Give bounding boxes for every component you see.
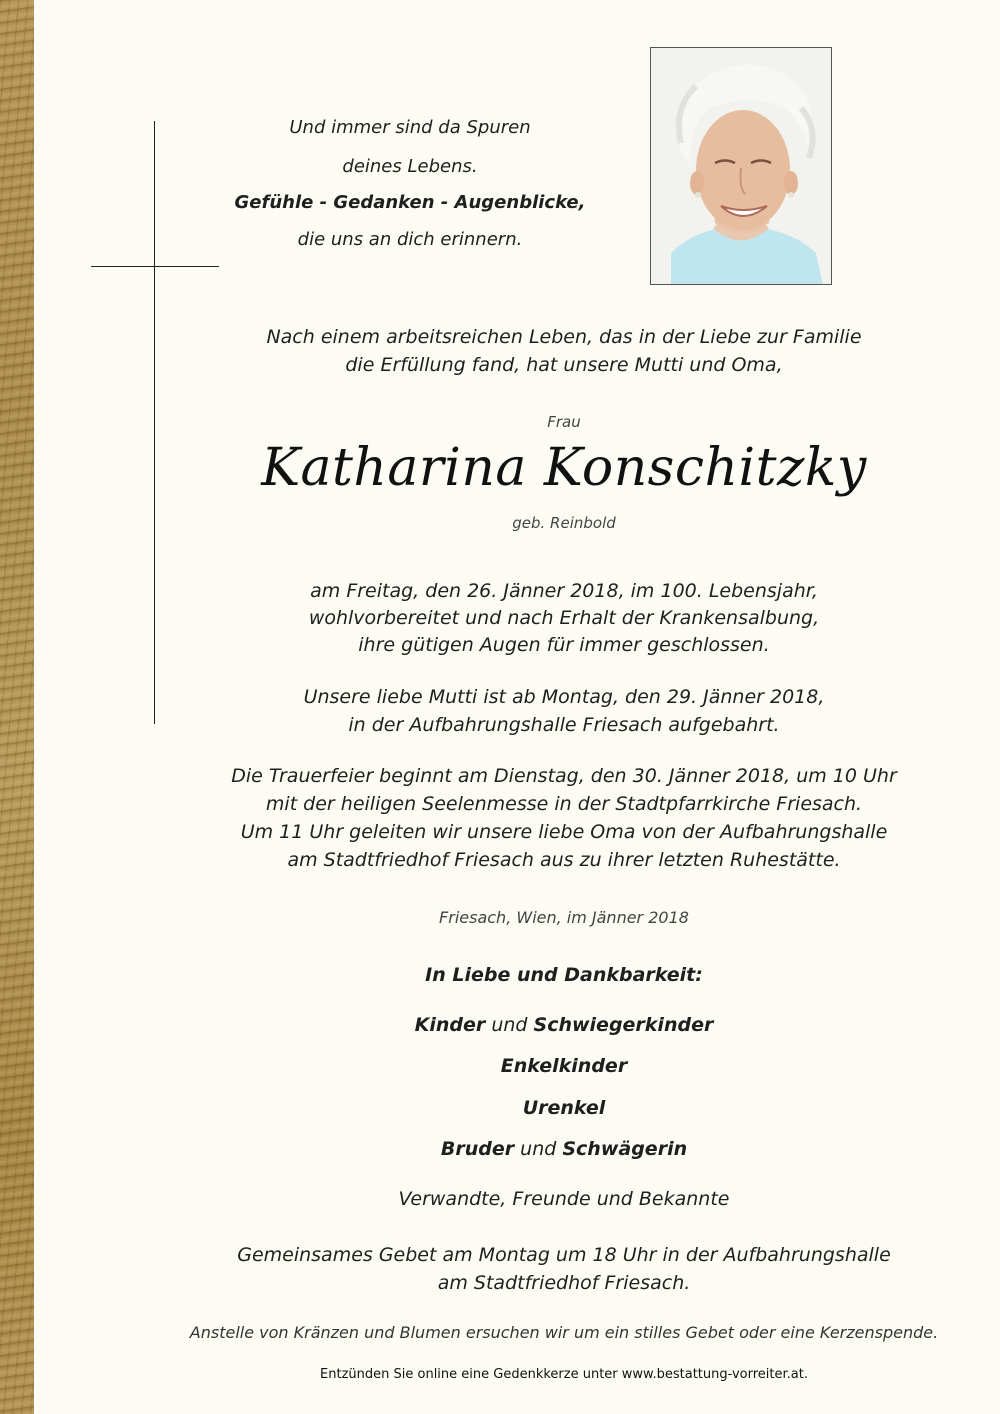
portrait-photo	[650, 47, 832, 285]
place-date: Friesach, Wien, im Jänner 2018	[439, 908, 689, 927]
birth-name: geb. Reinbold	[512, 514, 616, 532]
poem-line-1: Und immer sind da Spuren	[289, 117, 531, 138]
poem-line-3: Gefühle - Gedanken - Augenblicke,	[234, 192, 586, 213]
intro-line-2: die Erfüllung fand, hat unsere Mutti und Oma,	[345, 354, 783, 376]
cross-icon-horizontal	[91, 266, 219, 267]
mourners-grandchildren: Enkelkinder	[500, 1055, 628, 1077]
funeral-line-4: am Stadtfriedhof Friesach aus zu ihrer letzten Ruhestätte.	[287, 849, 841, 871]
online-candle-note: Entzünden Sie online eine Gedenkkerze unter www.bestattung-vorreiter.at.	[320, 1367, 808, 1382]
funeral-line-2: mit der heiligen Seelenmesse in der Stadtpfarrkirche Friesach.	[265, 793, 863, 815]
viewing-line-2: in der Aufbahrungshalle Friesach aufgebahrt.	[348, 714, 780, 736]
mourners-children: Kinder	[414, 1014, 486, 1036]
flowers-request: Anstelle von Kränzen und Blumen ersuchen wir um ein stilles Gebet oder eine Kerzenspende.	[189, 1323, 939, 1342]
funeral-line-3: Um 11 Uhr geleiten wir unsere liebe Oma von der Aufbahrungshalle	[240, 821, 888, 843]
viewing-line-1: Unsere liebe Mutti ist ab Montag, den 29. Jänner 2018,	[303, 686, 825, 708]
poem-line-4: die uns an dich erinnern.	[297, 229, 523, 250]
mourners-heading: In Liebe und Dankbarkeit:	[425, 964, 703, 986]
mourners-und-1: und	[485, 1014, 534, 1036]
prayer-line-2: am Stadtfriedhof Friesach.	[437, 1272, 691, 1294]
mourners-children-in-law: Schwiegerkinder	[533, 1014, 714, 1036]
mourners-und-2: und	[514, 1138, 563, 1160]
funeral-line-1: Die Trauerfeier beginnt am Dienstag, den 30. Jänner 2018, um 10 Uhr	[231, 765, 897, 787]
mourners-sister-in-law: Schwägerin	[562, 1138, 688, 1160]
poem-line-2: deines Lebens.	[342, 156, 478, 177]
mourners-great-grandchildren: Urenkel	[522, 1097, 606, 1119]
salutation: Frau	[547, 413, 581, 431]
death-line-2: wohlvorbereitet und nach Erhalt der Krankensalbung,	[308, 607, 820, 629]
mourners-brother: Bruder	[440, 1138, 515, 1160]
death-line-3: ihre gütigen Augen für immer geschlossen.	[358, 634, 770, 656]
mourners-children-line	[64, 1014, 1000, 1036]
prayer-line-1: Gemeinsames Gebet am Montag um 18 Uhr in der Aufbahrungshalle	[237, 1244, 891, 1266]
mourners-siblings-line	[64, 1138, 1000, 1160]
mourners-others: Verwandte, Freunde und Bekannte	[398, 1188, 730, 1210]
death-line-1: am Freitag, den 26. Jänner 2018, im 100. Lebensjahr,	[310, 580, 818, 602]
intro-line-1: Nach einem arbeitsreichen Leben, das in der Liebe zur Familie	[266, 326, 862, 348]
deceased-name: Katharina Konschitzky	[261, 438, 867, 498]
portrait-image	[651, 48, 832, 285]
